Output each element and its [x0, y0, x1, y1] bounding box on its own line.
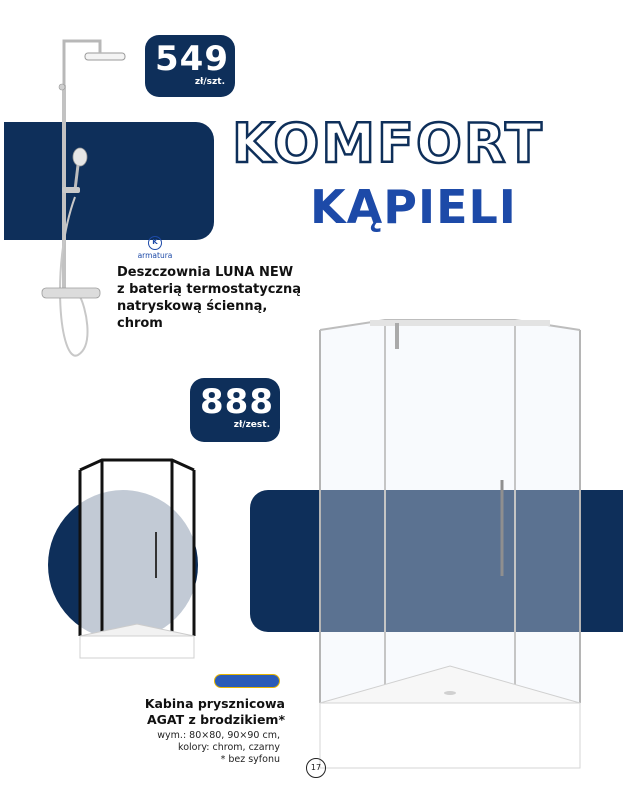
description-line: natryskową ścienną, [117, 299, 268, 314]
title-line: AGAT z brodzikiem* [147, 712, 285, 727]
page-number: 17 [306, 758, 326, 778]
shower-cabin-large-image [315, 318, 605, 788]
shower-column-image [40, 35, 120, 375]
title-line: Kabina prysznicowa [144, 696, 285, 711]
shower-cabin-title [115, 696, 285, 728]
shower-cabin-small-image [72, 458, 202, 668]
armatura-logo-icon [136, 236, 174, 262]
description-line: z baterią termostatyczną [117, 282, 301, 297]
description-line: Deszczownia LUNA NEW [117, 265, 294, 280]
besco-logo-icon [214, 674, 280, 688]
description-line: chrom [117, 316, 163, 331]
shower-column-description [117, 264, 317, 332]
shower-cabin-specs [115, 730, 280, 766]
headline-kapieli: KĄPIELI [310, 180, 517, 234]
price-value: 549 [155, 39, 229, 79]
headline-komfort: KOMFORT [232, 112, 544, 175]
spec-line: kolory: chrom, czarny [178, 742, 280, 753]
price-value: 888 [200, 382, 274, 422]
armatura-mark: K [148, 236, 162, 250]
price-unit: zł/zest. [233, 420, 270, 430]
spec-line: * bez syfonu [220, 754, 280, 765]
spec-line: wym.: 80×80, 90×90 cm, [157, 730, 280, 741]
price-tag-shower-column [145, 35, 235, 97]
price-tag-shower-cabin [190, 378, 280, 442]
armatura-wordmark: armatura [137, 251, 173, 260]
price-unit: zł/szt. [194, 77, 225, 87]
